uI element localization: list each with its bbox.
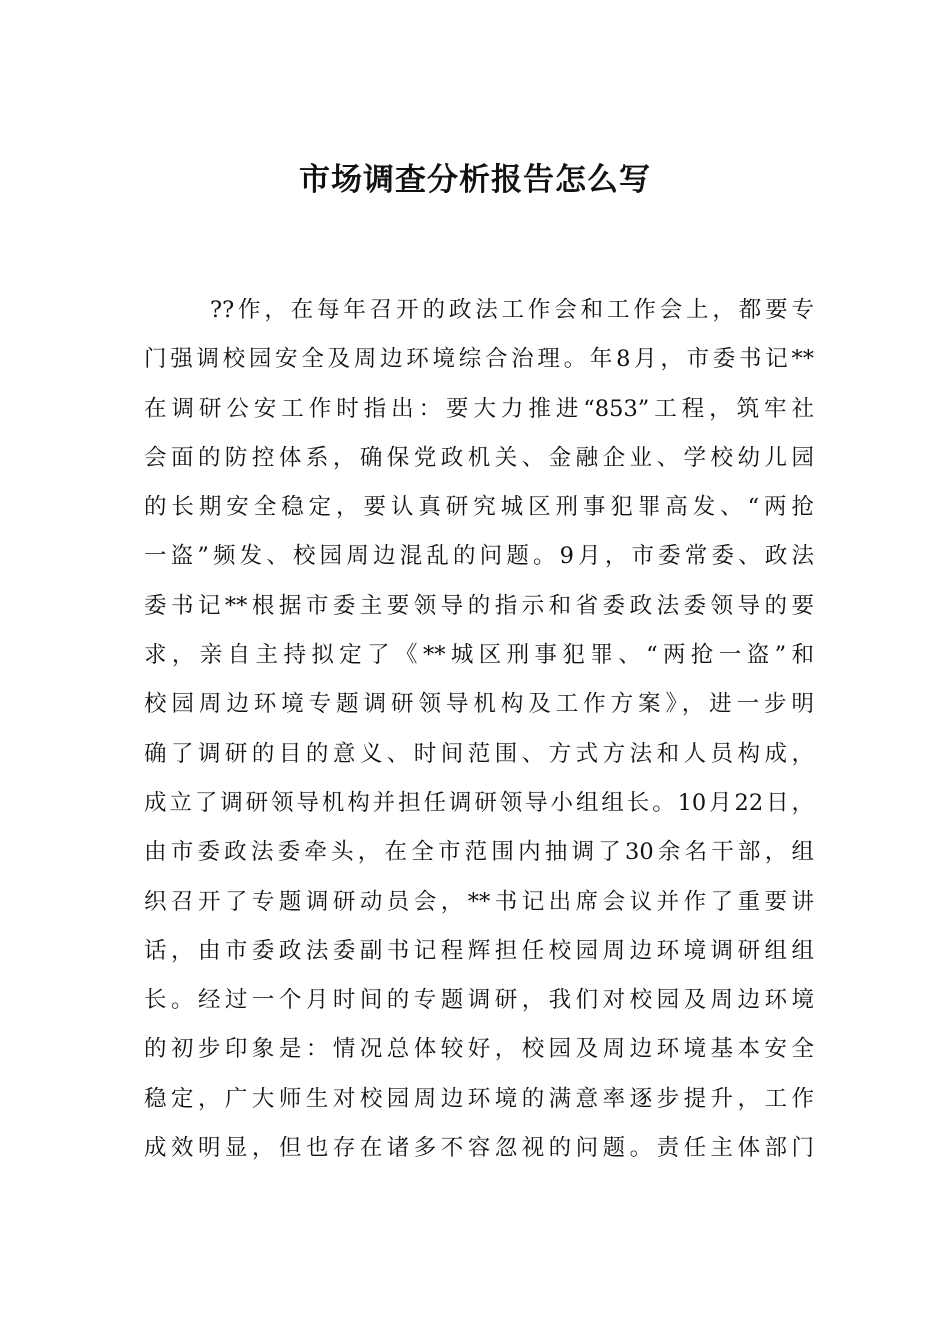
body-line: 的初步印象是：情况总体较好，校园及周边环境基本安全 (144, 1036, 814, 1063)
document-body (144, 286, 814, 1173)
body-line: 成立了调研领导机构并担任调研领导小组组长。10月22日， (144, 789, 814, 816)
body-line: 稳定，广大师生对校园周边环境的满意率逐步提升，工作 (144, 1085, 814, 1112)
body-line: 确了调研的目的意义、时间范围、方式方法和人员构成， (144, 740, 814, 767)
document-title: 市场调查分析报告怎么写 (299, 162, 651, 198)
body-line: ??作，在每年召开的政法工作会和工作会上，都要专 (210, 297, 814, 323)
body-line: 话，由市委政法委副书记程辉担任校园周边环境调研组组 (144, 937, 814, 964)
body-line: 门强调校园安全及周边环境综合治理。年8月，市委书记** (144, 346, 814, 373)
body-line: 求，亲自主持拟定了《**城区刑事犯罪、“两抢一盗”和 (144, 642, 814, 669)
body-line: 会面的防控体系，确保党政机关、金融企业、学校幼儿园 (144, 444, 814, 471)
body-line: 成效明显，但也存在诸多不容忽视的问题。责任主体部门 (144, 1135, 814, 1162)
body-line: 一盗”频发、校园周边混乱的问题。9月，市委常委、政法 (144, 543, 814, 570)
body-line: 织召开了专题调研动员会，**书记出席会议并作了重要讲 (144, 888, 814, 915)
body-line: 校园周边环境专题调研领导机构及工作方案》，进一步明 (144, 691, 814, 718)
body-line: 由市委政法委牵头，在全市范围内抽调了30余名干部，组 (144, 839, 814, 866)
body-line: 在调研公安工作时指出：要大力推进“853”工程，筑牢社 (144, 395, 814, 422)
body-line: 的长期安全稳定，要认真研究城区刑事犯罪高发、“两抢 (144, 494, 814, 521)
body-line: 长。经过一个月时间的专题调研，我们对校园及周边环境 (144, 987, 814, 1014)
body-line: 委书记**根据市委主要领导的指示和省委政法委领导的要 (144, 592, 814, 619)
